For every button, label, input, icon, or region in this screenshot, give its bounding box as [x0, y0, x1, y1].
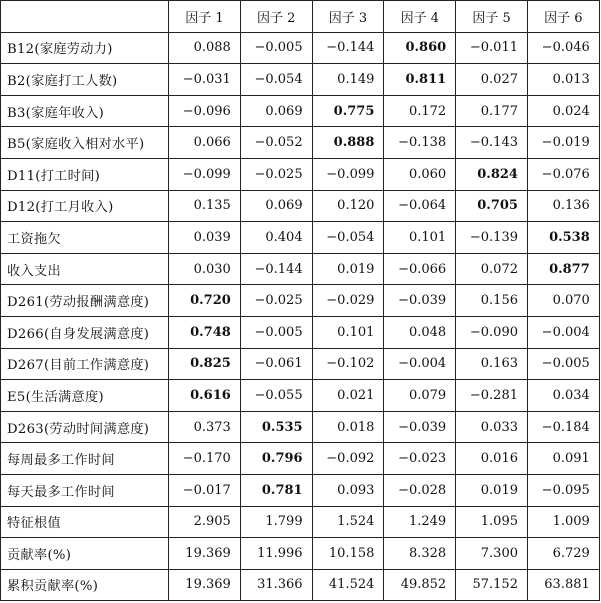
value-cell: 0.079 [384, 380, 456, 412]
value-cell: −0.019 [527, 127, 599, 159]
table-row [1, 443, 600, 475]
value-cell: 0.072 [456, 253, 528, 285]
value-cell: −0.144 [240, 253, 312, 285]
value-cell: −0.099 [312, 158, 384, 190]
row-label: 特征根值 [1, 506, 169, 538]
value-cell: 0.163 [456, 348, 528, 380]
header-row [1, 1, 600, 33]
value-cell: 0.748 [169, 316, 241, 348]
value-cell: 0.060 [384, 158, 456, 190]
value-cell: −0.039 [384, 411, 456, 443]
value-cell: 0.030 [169, 253, 241, 285]
value-cell: 0.070 [527, 285, 599, 317]
value-cell: −0.054 [240, 64, 312, 96]
value-cell: −0.054 [312, 222, 384, 254]
value-cell: 0.024 [527, 95, 599, 127]
value-cell: 0.156 [456, 285, 528, 317]
header-cell-factor-2: 因子 2 [240, 1, 312, 33]
value-cell: 1.249 [384, 506, 456, 538]
table-row [1, 158, 600, 190]
value-cell: −0.005 [240, 32, 312, 64]
value-cell: 8.328 [384, 538, 456, 570]
header-cell-factor-5: 因子 5 [456, 1, 528, 33]
value-cell: −0.102 [312, 348, 384, 380]
value-cell: 0.860 [384, 32, 456, 64]
value-cell: 0.039 [169, 222, 241, 254]
value-cell: −0.005 [240, 316, 312, 348]
value-cell: −0.095 [527, 474, 599, 506]
table-row [1, 64, 600, 96]
row-label: D266(自身发展满意度) [1, 316, 169, 348]
value-cell: 41.524 [312, 569, 384, 601]
table-row [1, 380, 600, 412]
value-cell: 1.009 [527, 506, 599, 538]
value-cell: 2.905 [169, 506, 241, 538]
value-cell: 31.366 [240, 569, 312, 601]
table-row [1, 285, 600, 317]
value-cell: −0.096 [169, 95, 241, 127]
header-cell-factor-1: 因子 1 [169, 1, 241, 33]
table-row [1, 474, 600, 506]
table-body [1, 32, 600, 601]
value-cell: 0.033 [456, 411, 528, 443]
value-cell: 10.158 [312, 538, 384, 570]
value-cell: −0.052 [240, 127, 312, 159]
value-cell: −0.138 [384, 127, 456, 159]
value-cell: 0.177 [456, 95, 528, 127]
row-label: E5(生活满意度) [1, 380, 169, 412]
value-cell: −0.076 [527, 158, 599, 190]
value-cell: −0.004 [384, 348, 456, 380]
table-row [1, 348, 600, 380]
value-cell: 6.729 [527, 538, 599, 570]
table-row [1, 222, 600, 254]
value-cell: 0.066 [169, 127, 241, 159]
value-cell: 7.300 [456, 538, 528, 570]
value-cell: −0.023 [384, 443, 456, 475]
value-cell: −0.061 [240, 348, 312, 380]
value-cell: 0.720 [169, 285, 241, 317]
row-label: D261(劳动报酬满意度) [1, 285, 169, 317]
value-cell: −0.046 [527, 32, 599, 64]
value-cell: 11.996 [240, 538, 312, 570]
value-cell: −0.099 [169, 158, 241, 190]
value-cell: −0.031 [169, 64, 241, 96]
value-cell: 0.705 [456, 190, 528, 222]
row-label: D12(打工月收入) [1, 190, 169, 222]
value-cell: −0.005 [527, 348, 599, 380]
value-cell: 0.048 [384, 316, 456, 348]
value-cell: 0.538 [527, 222, 599, 254]
table-row [1, 127, 600, 159]
value-cell: −0.184 [527, 411, 599, 443]
value-cell: −0.004 [527, 316, 599, 348]
value-cell: 57.152 [456, 569, 528, 601]
value-cell: 0.136 [527, 190, 599, 222]
value-cell: 0.825 [169, 348, 241, 380]
value-cell: 1.524 [312, 506, 384, 538]
value-cell: 0.824 [456, 158, 528, 190]
value-cell: −0.039 [384, 285, 456, 317]
value-cell: 0.781 [240, 474, 312, 506]
table-row [1, 506, 600, 538]
value-cell: 0.404 [240, 222, 312, 254]
value-cell: 0.135 [169, 190, 241, 222]
value-cell: 0.093 [312, 474, 384, 506]
value-cell: 0.069 [240, 190, 312, 222]
row-label: 工资拖欠 [1, 222, 169, 254]
value-cell: 1.095 [456, 506, 528, 538]
value-cell: 0.016 [456, 443, 528, 475]
row-label: D263(劳动时间满意度) [1, 411, 169, 443]
row-label: 收入支出 [1, 253, 169, 285]
value-cell: −0.011 [456, 32, 528, 64]
value-cell: 0.775 [312, 95, 384, 127]
value-cell: 0.373 [169, 411, 241, 443]
value-cell: 0.019 [312, 253, 384, 285]
value-cell: −0.064 [384, 190, 456, 222]
value-cell: −0.281 [456, 380, 528, 412]
value-cell: 0.021 [312, 380, 384, 412]
header-cell-factor-6: 因子 6 [527, 1, 599, 33]
value-cell: −0.055 [240, 380, 312, 412]
value-cell: −0.139 [456, 222, 528, 254]
value-cell: 0.888 [312, 127, 384, 159]
value-cell: 0.101 [312, 316, 384, 348]
row-label: D11(打工时间) [1, 158, 169, 190]
table-row [1, 569, 600, 601]
table-row [1, 253, 600, 285]
value-cell: 0.019 [456, 474, 528, 506]
value-cell: 49.852 [384, 569, 456, 601]
value-cell: 1.799 [240, 506, 312, 538]
value-cell: −0.029 [312, 285, 384, 317]
value-cell: 0.172 [384, 95, 456, 127]
value-cell: 0.101 [384, 222, 456, 254]
value-cell: 19.369 [169, 569, 241, 601]
value-cell: 0.091 [527, 443, 599, 475]
row-label: 累积贡献率(%) [1, 569, 169, 601]
value-cell: 19.369 [169, 538, 241, 570]
value-cell: 0.018 [312, 411, 384, 443]
row-label: D267(目前工作满意度) [1, 348, 169, 380]
row-label: B12(家庭劳动力) [1, 32, 169, 64]
value-cell: 0.535 [240, 411, 312, 443]
value-cell: 0.120 [312, 190, 384, 222]
table-row [1, 316, 600, 348]
header-cell-factor-4: 因子 4 [384, 1, 456, 33]
table-row [1, 538, 600, 570]
value-cell: 0.069 [240, 95, 312, 127]
value-cell: 0.811 [384, 64, 456, 96]
value-cell: −0.025 [240, 158, 312, 190]
row-label: B5(家庭收入相对水平) [1, 127, 169, 159]
table-row [1, 32, 600, 64]
value-cell: −0.090 [456, 316, 528, 348]
value-cell: 0.149 [312, 64, 384, 96]
value-cell: 0.796 [240, 443, 312, 475]
table-row [1, 411, 600, 443]
value-cell: −0.028 [384, 474, 456, 506]
value-cell: 0.088 [169, 32, 241, 64]
value-cell: 0.034 [527, 380, 599, 412]
header-cell-factor-3: 因子 3 [312, 1, 384, 33]
row-label: 每周最多工作时间 [1, 443, 169, 475]
row-label: B2(家庭打工人数) [1, 64, 169, 96]
row-label: B3(家庭年收入) [1, 95, 169, 127]
value-cell: −0.066 [384, 253, 456, 285]
value-cell: 0.013 [527, 64, 599, 96]
value-cell: 63.881 [527, 569, 599, 601]
value-cell: −0.092 [312, 443, 384, 475]
table-row [1, 190, 600, 222]
value-cell: −0.017 [169, 474, 241, 506]
row-label: 每天最多工作时间 [1, 474, 169, 506]
value-cell: −0.144 [312, 32, 384, 64]
row-label: 贡献率(%) [1, 538, 169, 570]
table-row [1, 95, 600, 127]
value-cell: 0.616 [169, 380, 241, 412]
value-cell: −0.143 [456, 127, 528, 159]
value-cell: −0.025 [240, 285, 312, 317]
value-cell: 0.027 [456, 64, 528, 96]
value-cell: 0.877 [527, 253, 599, 285]
value-cell: −0.170 [169, 443, 241, 475]
header-cell-blank [1, 1, 169, 33]
